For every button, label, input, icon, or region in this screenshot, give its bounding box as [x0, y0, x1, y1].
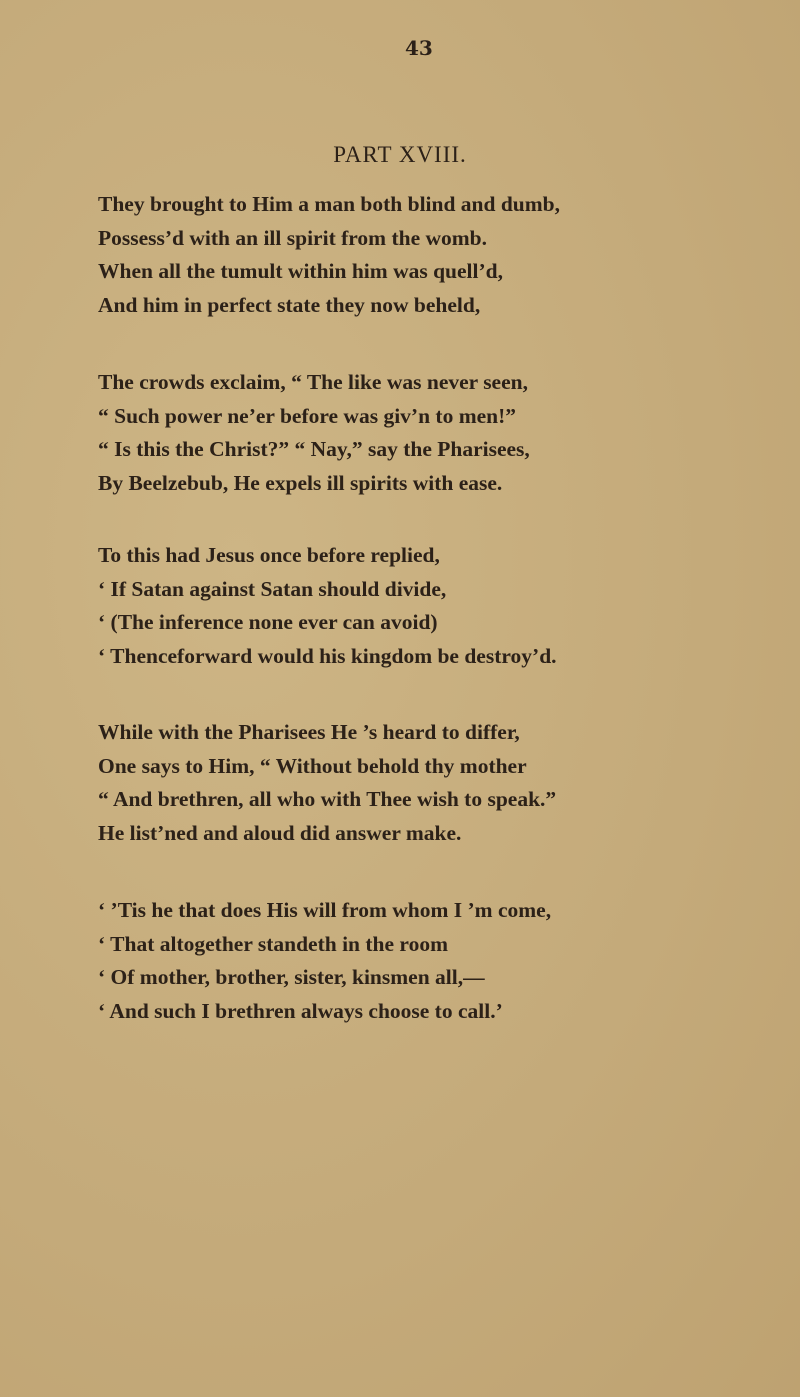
stanza-5 [98, 894, 551, 1028]
verse-line: The crowds exclaim, “ The like was never seen, [98, 370, 528, 394]
verse-line: One says to Him, “ Without behold thy mother [98, 753, 527, 778]
verse-line: ‘ Of mother, brother, sister, kinsmen all,— [98, 965, 485, 989]
verse-line: When all the tumult within him was quell’d, [98, 259, 503, 283]
verse-line: ‘ That altogether standeth in the room [98, 931, 448, 956]
stanza-3 [98, 539, 557, 673]
stanza-4 [98, 716, 556, 850]
verse-line: While with the Pharisees He ’s heard to differ, [98, 720, 520, 744]
verse-line: By Beelzebub, He expels ill spirits with ease. [98, 470, 503, 495]
verse-line: He list’ned and aloud did answer make. [98, 820, 462, 845]
verse-line: And him in perfect state they now beheld, [98, 292, 481, 317]
verse-line: ‘ If Satan against Satan should divide, [98, 576, 447, 601]
stanza-1 [98, 188, 560, 322]
page-number: 43 [405, 36, 433, 60]
part-title: PART XVIII. [333, 142, 467, 167]
verse-line: Possess’d with an ill spirit from the womb. [98, 225, 488, 250]
verse-line: They brought to Him a man both blind and dumb, [98, 192, 560, 216]
verse-line: “ Is this the Christ?” “ Nay,” say the Pharisees, [98, 437, 530, 461]
verse-line: ‘ (The inference none ever can avoid) [98, 610, 438, 634]
verse-line: ‘ Thenceforward would his kingdom be destroy’d. [98, 643, 557, 668]
verse-line: To this had Jesus once before replied, [98, 543, 440, 567]
verse-line: ‘ ’Tis he that does His will from whom I ’m come, [98, 898, 552, 922]
verse-line: “ Such power ne’er before was giv’n to men!” [98, 403, 517, 428]
verse-line: ‘ And such I brethren always choose to call.’ [98, 998, 503, 1023]
stanza-2 [98, 366, 530, 500]
verse-line: “ And brethren, all who with Thee wish to speak.” [98, 787, 557, 811]
